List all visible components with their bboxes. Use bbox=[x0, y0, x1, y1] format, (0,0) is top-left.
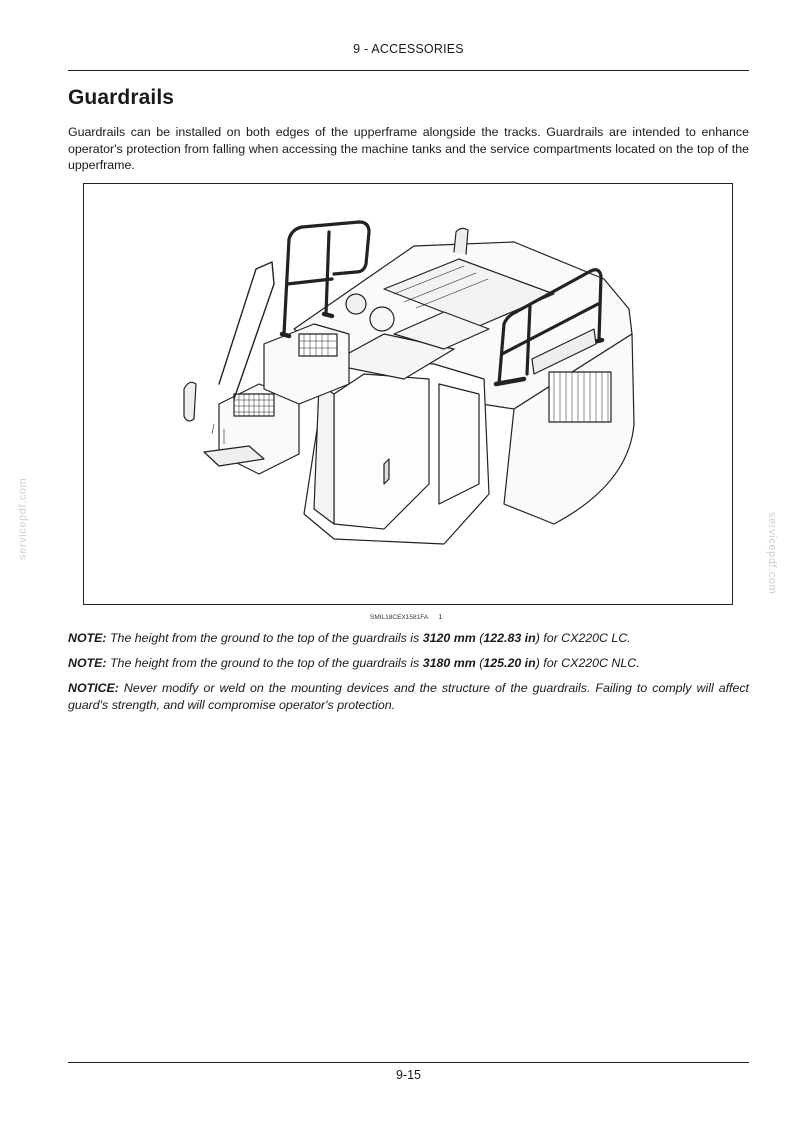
note-label: NOTE: bbox=[68, 631, 107, 645]
figure-frame bbox=[83, 183, 733, 605]
note-value-in: 125.20 in bbox=[483, 656, 536, 670]
notice-paragraph bbox=[68, 680, 749, 713]
section-header: 9 - ACCESSORIES bbox=[353, 42, 464, 56]
intro-paragraph: Guardrails can be installed on both edges of the upperframe alongside the tracks. Guardrails are intended to enhance operator's protection from falling when accessing the machine tanks and the service compartments located on the top of the upperframe. bbox=[68, 125, 749, 172]
figure-code: SMIL18CEX1581FA bbox=[370, 614, 429, 621]
note-text-after: ) for CX220C NLC. bbox=[535, 656, 640, 670]
note-label: NOTE: bbox=[68, 656, 107, 670]
excavator-guardrails-illustration bbox=[84, 184, 734, 606]
note-text: The height from the ground to the top of the guardrails is bbox=[106, 656, 423, 670]
footer-rule bbox=[68, 1062, 749, 1063]
figure-number: 1 bbox=[438, 612, 443, 621]
figure-caption bbox=[370, 612, 442, 621]
note-value-mm: 3120 mm bbox=[422, 631, 476, 645]
note-paren: ( bbox=[475, 631, 484, 645]
note-value-in: 122.83 in bbox=[483, 631, 536, 645]
note-paren: ( bbox=[475, 656, 484, 670]
note-nlc-height bbox=[68, 655, 749, 672]
watermark-left: servicepdf.com bbox=[17, 477, 29, 560]
note-text-after: ) for CX220C LC. bbox=[535, 631, 631, 645]
note-text: The height from the ground to the top of the guardrails is bbox=[106, 631, 423, 645]
note-value-mm: 3180 mm bbox=[422, 656, 476, 670]
page-number: 9-15 bbox=[395, 1068, 422, 1082]
page-title: Guardrails bbox=[68, 86, 175, 109]
note-lc-height bbox=[68, 630, 749, 647]
watermark-right: servicepdf.com bbox=[766, 512, 778, 595]
notice-label: NOTICE: bbox=[68, 681, 119, 695]
notice-text: Never modify or weld on the mounting devices and the structure of the guardrails. Failing to comply will affect guard's strength, and will compromise operator's protection. bbox=[68, 681, 749, 712]
header-rule bbox=[68, 70, 749, 71]
